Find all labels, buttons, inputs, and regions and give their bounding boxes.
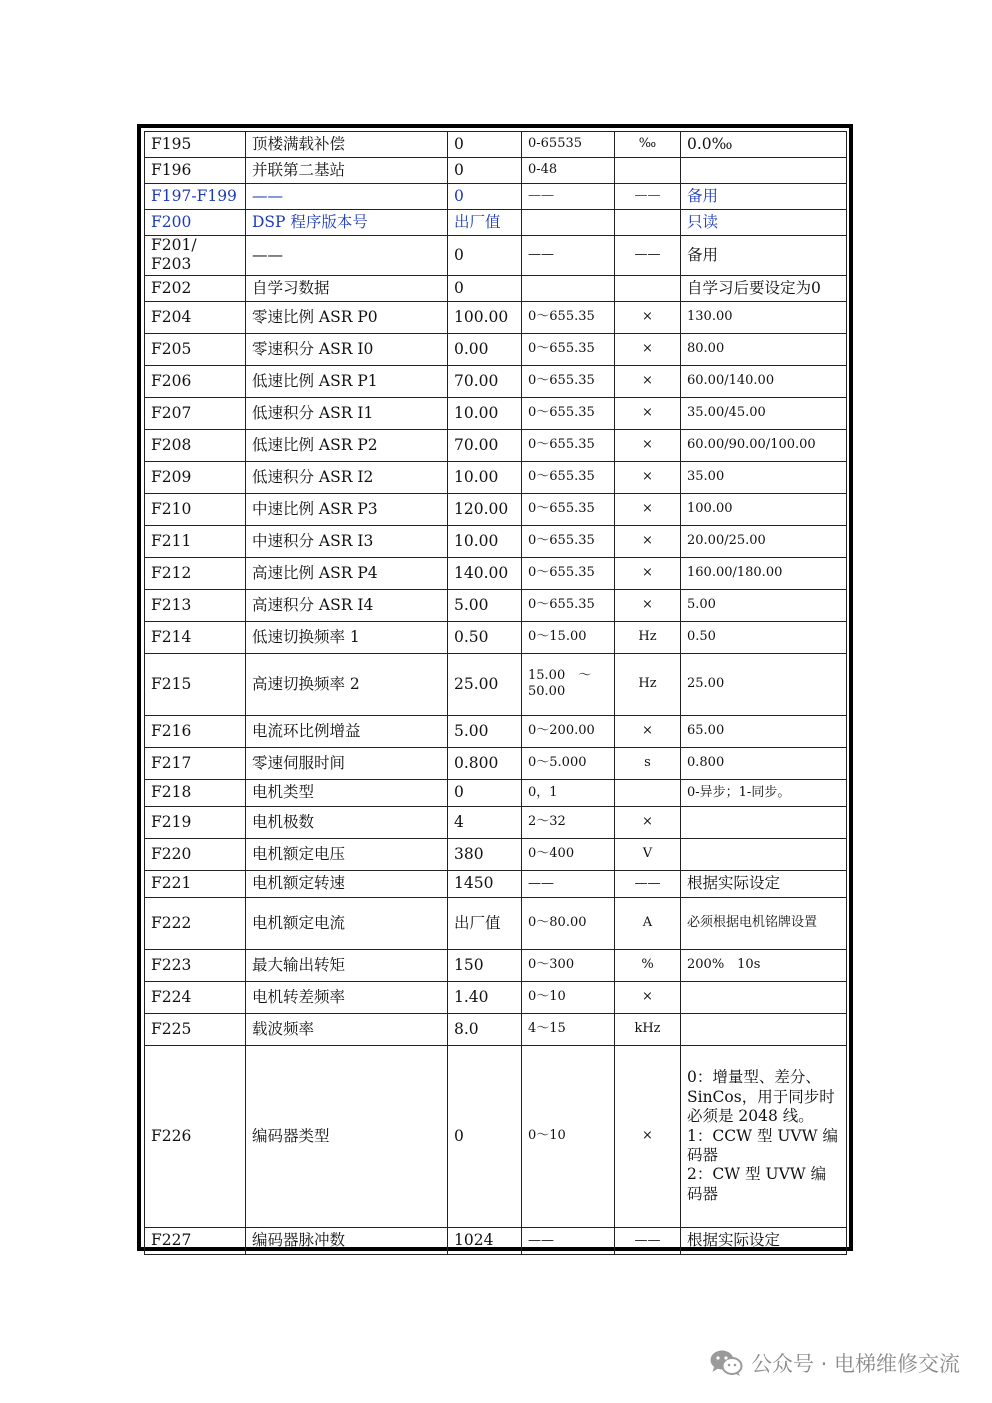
param-value-cell: 100.00: [448, 301, 522, 333]
param-range-cell: 0-48: [522, 158, 615, 184]
param-unit-cell: V: [615, 838, 681, 870]
table-row: [145, 429, 847, 461]
param-code-cell: F222: [145, 897, 246, 949]
param-name-cell: 低速积分 ASR I1: [246, 397, 448, 429]
param-name-cell: 编码器脉冲数: [246, 1227, 448, 1254]
param-code-cell: F223: [145, 949, 246, 981]
param-name-cell: 电机转差频率: [246, 981, 448, 1013]
param-value-cell: 140.00: [448, 557, 522, 589]
param-code-cell: F219: [145, 806, 246, 838]
param-value-cell: 10.00: [448, 461, 522, 493]
param-code-cell: F197-F199: [145, 184, 246, 210]
wechat-icon: [709, 1349, 743, 1377]
table-row: [145, 715, 847, 747]
table-row: [145, 132, 847, 158]
param-range-cell: 0～200.00: [522, 715, 615, 747]
param-unit-cell: [615, 210, 681, 236]
param-range-cell: 0～655.35: [522, 525, 615, 557]
param-default-cell: [681, 838, 847, 870]
param-value-cell: 5.00: [448, 715, 522, 747]
param-unit-cell: ×: [615, 557, 681, 589]
param-name-cell: 中速比例 ASR P3: [246, 493, 448, 525]
param-name-cell: 低速切换频率 1: [246, 621, 448, 653]
table-row: [145, 589, 847, 621]
param-code-cell: F225: [145, 1013, 246, 1045]
param-name-cell: 电机额定转速: [246, 870, 448, 897]
table-row: [145, 184, 847, 210]
param-default-cell: 100.00: [681, 493, 847, 525]
param-code-cell: F200: [145, 210, 246, 236]
param-code-cell: F214: [145, 621, 246, 653]
param-code-cell: F202: [145, 275, 246, 301]
param-range-cell: 0～655.35: [522, 557, 615, 589]
param-value-cell: 10.00: [448, 397, 522, 429]
param-range-cell: [522, 275, 615, 301]
param-code-cell: F217: [145, 747, 246, 779]
param-default-cell: 根据实际设定: [681, 1227, 847, 1254]
param-code-cell: F196: [145, 158, 246, 184]
param-default-cell: [681, 981, 847, 1013]
table-row: [145, 779, 847, 806]
param-name-cell: 载波频率: [246, 1013, 448, 1045]
param-name-cell: 零速伺服时间: [246, 747, 448, 779]
default-line: 0：增量型、差分、SinCos，用于同步时必须是 2048 线。: [687, 1068, 835, 1126]
parameter-table: [144, 131, 847, 1255]
param-range-cell: 0，1: [522, 779, 615, 806]
param-default-cell: 65.00: [681, 715, 847, 747]
param-name-cell: 电机极数: [246, 806, 448, 838]
param-unit-cell: ‰: [615, 132, 681, 158]
param-value-cell: 0: [448, 184, 522, 210]
param-name-cell: 高速积分 ASR I4: [246, 589, 448, 621]
param-value-cell: 380: [448, 838, 522, 870]
param-name-cell: 自学习数据: [246, 275, 448, 301]
param-name-cell: 并联第二基站: [246, 158, 448, 184]
param-default-cell: 0.50: [681, 621, 847, 653]
param-default-cell: 只读: [681, 210, 847, 236]
param-unit-cell: ×: [615, 1045, 681, 1227]
param-value-cell: 0.800: [448, 747, 522, 779]
param-code-cell: F211: [145, 525, 246, 557]
param-default-cell: [681, 806, 847, 838]
table-row: [145, 806, 847, 838]
param-default-cell: 160.00/180.00: [681, 557, 847, 589]
table-row: [145, 653, 847, 715]
table-row: [145, 493, 847, 525]
param-unit-cell: ×: [615, 301, 681, 333]
param-value-cell: 出厂值: [448, 210, 522, 236]
param-value-cell: 10.00: [448, 525, 522, 557]
parameter-table-body: [145, 132, 847, 1255]
param-unit-cell: [615, 275, 681, 301]
param-code-cell: F215: [145, 653, 246, 715]
param-value-cell: 1024: [448, 1227, 522, 1254]
param-range-cell: 0～400: [522, 838, 615, 870]
param-unit-cell: ——: [615, 236, 681, 276]
param-name-cell: ——: [246, 236, 448, 276]
param-range-cell: 0～10: [522, 1045, 615, 1227]
parameter-table-frame: [137, 124, 853, 1251]
param-code-cell: F220: [145, 838, 246, 870]
param-value-cell: 0: [448, 779, 522, 806]
param-default-cell: 130.00: [681, 301, 847, 333]
param-name-cell: 电机额定电流: [246, 897, 448, 949]
table-row: [145, 747, 847, 779]
param-default-cell: 60.00/140.00: [681, 365, 847, 397]
param-unit-cell: A: [615, 897, 681, 949]
param-range-cell: 0～655.35: [522, 301, 615, 333]
param-unit-cell: ×: [615, 397, 681, 429]
param-value-cell: 1450: [448, 870, 522, 897]
param-unit-cell: kHz: [615, 1013, 681, 1045]
param-code-cell: F207: [145, 397, 246, 429]
param-unit-cell: ——: [615, 870, 681, 897]
param-name-cell: 电机类型: [246, 779, 448, 806]
param-range-cell: 0-65535: [522, 132, 615, 158]
param-name-cell: 低速积分 ASR I2: [246, 461, 448, 493]
param-range-cell: 0～655.35: [522, 493, 615, 525]
param-default-cell: 自学习后要设定为0: [681, 275, 847, 301]
param-value-cell: 8.0: [448, 1013, 522, 1045]
param-code-cell: F227: [145, 1227, 246, 1254]
param-name-cell: 低速比例 ASR P2: [246, 429, 448, 461]
param-default-cell: 0-异步；1-同步。: [681, 779, 847, 806]
table-row: [145, 981, 847, 1013]
param-default-cell: 0.0‰: [681, 132, 847, 158]
param-value-cell: 150: [448, 949, 522, 981]
param-code-cell: F221: [145, 870, 246, 897]
param-value-cell: 出厂值: [448, 897, 522, 949]
table-row: [145, 897, 847, 949]
param-code-cell: F208: [145, 429, 246, 461]
param-code-cell: F216: [145, 715, 246, 747]
param-unit-cell: ×: [615, 461, 681, 493]
param-value-cell: 5.00: [448, 589, 522, 621]
table-row: [145, 949, 847, 981]
param-code-cell: F218: [145, 779, 246, 806]
table-row: [145, 870, 847, 897]
param-range-cell: 4～15: [522, 1013, 615, 1045]
param-range-cell: 0～655.35: [522, 333, 615, 365]
param-range-cell: 0～655.35: [522, 365, 615, 397]
table-row: [145, 525, 847, 557]
param-name-cell: 电机额定电压: [246, 838, 448, 870]
table-row: [145, 333, 847, 365]
param-unit-cell: %: [615, 949, 681, 981]
param-default-cell: [681, 1013, 847, 1045]
table-row: [145, 397, 847, 429]
param-unit-cell: ×: [615, 806, 681, 838]
param-default-cell: [681, 158, 847, 184]
table-row: [145, 557, 847, 589]
table-row: [145, 461, 847, 493]
param-code-cell: F226: [145, 1045, 246, 1227]
param-default-cell: 根据实际设定: [681, 870, 847, 897]
param-name-cell: 高速比例 ASR P4: [246, 557, 448, 589]
param-unit-cell: Hz: [615, 653, 681, 715]
param-range-cell: [522, 210, 615, 236]
watermark-text: 公众号 · 电梯维修交流: [750, 1352, 960, 1376]
param-default-cell: 必须根据电机铭牌设置: [681, 897, 847, 949]
watermark: [709, 1345, 960, 1381]
param-default-cell: 35.00/45.00: [681, 397, 847, 429]
table-row: [145, 621, 847, 653]
param-default-cell: 80.00: [681, 333, 847, 365]
param-unit-cell: ×: [615, 589, 681, 621]
param-range-cell: 0～300: [522, 949, 615, 981]
param-range-cell: 0～5.000: [522, 747, 615, 779]
table-row: [145, 1013, 847, 1045]
param-default-cell: 35.00: [681, 461, 847, 493]
param-code-cell: F209: [145, 461, 246, 493]
param-value-cell: 0.00: [448, 333, 522, 365]
param-unit-cell: Hz: [615, 621, 681, 653]
param-code-cell: F206: [145, 365, 246, 397]
param-value-cell: 0: [448, 132, 522, 158]
param-code-cell: F212: [145, 557, 246, 589]
param-default-cell: 60.00/90.00/100.00: [681, 429, 847, 461]
param-code-cell: F195: [145, 132, 246, 158]
param-name-cell: 电流环比例增益: [246, 715, 448, 747]
param-default-cell: 5.00: [681, 589, 847, 621]
param-unit-cell: ×: [615, 333, 681, 365]
param-unit-cell: ×: [615, 493, 681, 525]
param-name-cell: 低速比例 ASR P1: [246, 365, 448, 397]
param-value-cell: 120.00: [448, 493, 522, 525]
param-unit-cell: ×: [615, 365, 681, 397]
table-row: [145, 301, 847, 333]
param-range-cell: ——: [522, 1227, 615, 1254]
table-row: [145, 210, 847, 236]
param-name-cell: ——: [246, 184, 448, 210]
param-default-cell: 0.800: [681, 747, 847, 779]
param-value-cell: 0: [448, 236, 522, 276]
param-range-cell: 15.00 ～ 50.00: [522, 653, 615, 715]
param-unit-cell: ×: [615, 525, 681, 557]
default-line: 2：CW 型 UVW 编码器: [687, 1165, 827, 1203]
table-row: [145, 1227, 847, 1254]
table-row: [145, 275, 847, 301]
param-range-cell: 2～32: [522, 806, 615, 838]
param-name-cell: 最大输出转矩: [246, 949, 448, 981]
param-code-cell: F201/ F203: [145, 236, 246, 276]
param-name-cell: 零速比例 ASR P0: [246, 301, 448, 333]
table-row: [145, 236, 847, 276]
param-default-cell: 20.00/25.00: [681, 525, 847, 557]
param-code-cell: F213: [145, 589, 246, 621]
param-range-cell: 0～15.00: [522, 621, 615, 653]
param-default-cell: 200% 10s: [681, 949, 847, 981]
param-value-cell: 0: [448, 275, 522, 301]
table-row: [145, 158, 847, 184]
param-value-cell: 4: [448, 806, 522, 838]
param-code-cell: F205: [145, 333, 246, 365]
param-range-cell: 0～10: [522, 981, 615, 1013]
param-unit-cell: ——: [615, 184, 681, 210]
param-default-cell: 备用: [681, 184, 847, 210]
param-range-cell: 0～655.35: [522, 461, 615, 493]
table-row: [145, 1045, 847, 1227]
param-name-cell: 顶楼满载补偿: [246, 132, 448, 158]
param-default-cell: [681, 1045, 847, 1227]
param-name-cell: 高速切换频率 2: [246, 653, 448, 715]
param-name-cell: 零速积分 ASR I0: [246, 333, 448, 365]
param-range-cell: ——: [522, 184, 615, 210]
param-unit-cell: [615, 779, 681, 806]
param-unit-cell: [615, 158, 681, 184]
table-row: [145, 365, 847, 397]
param-code-cell: F210: [145, 493, 246, 525]
param-value-cell: 1.40: [448, 981, 522, 1013]
param-name-cell: DSP 程序版本号: [246, 210, 448, 236]
param-default-cell: 25.00: [681, 653, 847, 715]
param-value-cell: 70.00: [448, 365, 522, 397]
param-range-cell: ——: [522, 870, 615, 897]
param-range-cell: 0～80.00: [522, 897, 615, 949]
param-unit-cell: s: [615, 747, 681, 779]
param-name-cell: 中速积分 ASR I3: [246, 525, 448, 557]
param-value-cell: 70.00: [448, 429, 522, 461]
param-unit-cell: ×: [615, 981, 681, 1013]
param-value-cell: 0: [448, 158, 522, 184]
param-range-cell: 0～655.35: [522, 429, 615, 461]
param-range-cell: ——: [522, 236, 615, 276]
param-default-cell: 备用: [681, 236, 847, 276]
param-unit-cell: ×: [615, 429, 681, 461]
table-row: [145, 838, 847, 870]
param-code-cell: F224: [145, 981, 246, 1013]
param-range-cell: 0～655.35: [522, 589, 615, 621]
param-unit-cell: ×: [615, 715, 681, 747]
param-code-cell: F204: [145, 301, 246, 333]
param-range-cell: 0～655.35: [522, 397, 615, 429]
param-value-cell: 0: [448, 1045, 522, 1227]
default-line: 1：CCW 型 UVW 编码器: [687, 1126, 838, 1164]
param-name-cell: 编码器类型: [246, 1045, 448, 1227]
param-value-cell: 0.50: [448, 621, 522, 653]
param-unit-cell: ——: [615, 1227, 681, 1254]
param-value-cell: 25.00: [448, 653, 522, 715]
